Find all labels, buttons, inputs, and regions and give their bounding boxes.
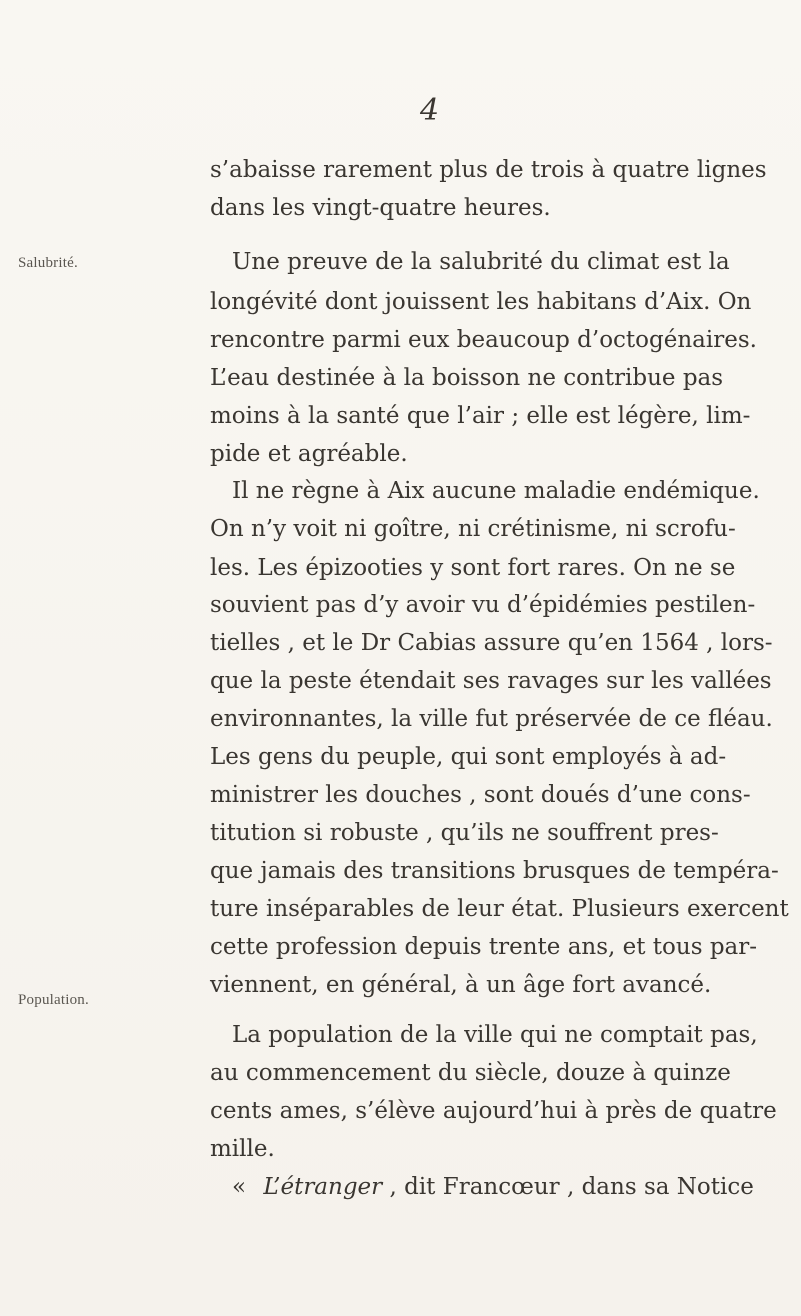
text-line: Une preuve de la salubrité du climat est la	[232, 249, 730, 275]
text-line: viennent, en général, à un âge fort avancé.	[210, 972, 712, 998]
text-line: titution si robuste , qu’ils ne souffrent pres-	[210, 820, 719, 846]
text-line: que jamais des transitions brusques de tempéra-	[210, 858, 779, 884]
text-line: On n’y voit ni goître, ni crétinisme, ni scrofu-	[210, 516, 736, 542]
text-line: Les gens du peuple, qui sont employés à ad-	[210, 744, 727, 770]
quote-line	[232, 1174, 754, 1202]
text-line: cents ames, s’élève aujourd’hui à près de quatre	[210, 1098, 777, 1124]
text-line: Il ne règne à Aix aucune maladie endémique.	[232, 478, 760, 504]
text-line: L’eau destinée à la boisson ne contribue pas	[210, 365, 724, 391]
text-line: moins à la santé que l’air ; elle est légère, lim-	[210, 403, 751, 429]
text-line: les. Les épizooties y sont fort rares. On ne se	[210, 555, 736, 581]
page-number: 4	[420, 93, 440, 128]
guillemet: «	[232, 1174, 247, 1200]
text-line: souvient pas d’y avoir vu d’épidémies pestilen-	[210, 592, 756, 618]
text-line: s’abaisse rarement plus de trois à quatre lignes	[210, 157, 767, 183]
text-line: tielles , et le Dr Cabias assure qu’en 1564 , lors-	[210, 630, 773, 656]
text-line: pide et agréable.	[210, 441, 408, 467]
text-line: La population de la ville qui ne comptait pas,	[232, 1022, 758, 1048]
text-line: ture inséparables de leur état. Plusieurs exercent	[210, 896, 789, 922]
text-line: environnantes, la ville fut préservée de ce fléau.	[210, 706, 773, 732]
text-line: cette profession depuis trente ans, et tous par-	[210, 934, 758, 960]
text-line: dans les vingt-quatre heures.	[210, 195, 551, 221]
text-line: longévité dont jouissent les habitans d’Aix. On	[210, 289, 752, 315]
quote-rest: , dit Francœur , dans sa Notice	[389, 1174, 754, 1200]
italic-title: L’étranger	[263, 1174, 383, 1200]
margin-note-population: Population.	[18, 992, 89, 1008]
text-line: mille.	[210, 1136, 275, 1162]
text-line: rencontre parmi eux beaucoup d’octogénaires.	[210, 327, 757, 353]
margin-note-salubrite: Salubrité.	[18, 255, 78, 271]
text-line: que la peste étendait ses ravages sur les vallées	[210, 668, 772, 694]
text-line: au commencement du siècle, douze à quinze	[210, 1060, 731, 1086]
text-line: ministrer les douches , sont doués d’une cons-	[210, 782, 751, 808]
